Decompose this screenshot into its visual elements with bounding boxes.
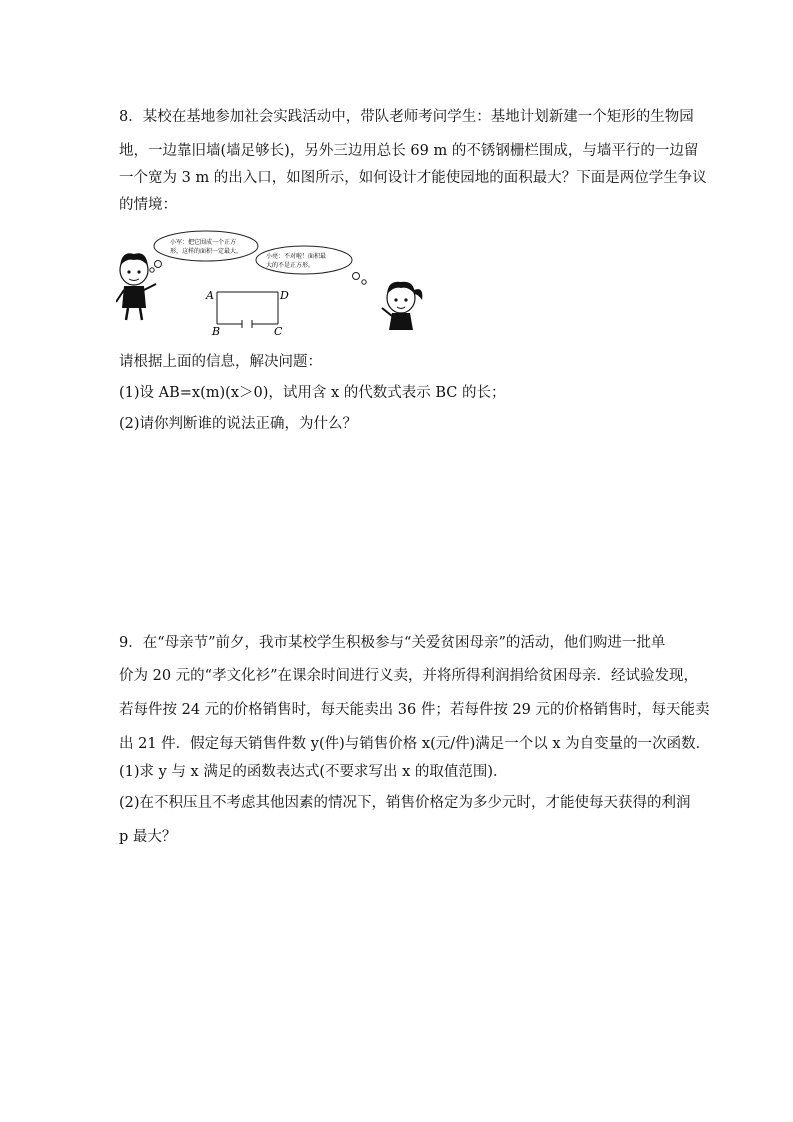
q8-part-1: (1)设 AB=x(m)(x＞0)，试用含 x 的代数式表示 BC 的长； [119, 385, 506, 401]
q8-part-2: (2)请你判断谁的说法正确，为什么？ [119, 416, 358, 432]
q9-part-2-cont: p 最大？ [119, 829, 177, 845]
q9-part-1: (1)求 y 与 x 满足的函数表达式(不要求写出 x 的取值范围)． [119, 764, 508, 780]
left-thought-bubble [150, 231, 258, 272]
point-b-label: B [212, 325, 221, 338]
q9-part-2: (2)在不积压且不考虑其他因素的情况下，销售价格定为多少元时，才能使每天获得的利润 [119, 795, 691, 811]
q8-text-line-4: 的情境： [119, 197, 177, 213]
right-bubble-line-1: 小亮：不对啦！面积最 [266, 253, 327, 260]
q9-text-line-2: 价为 20 元的“孝文化衫”在课余时间进行义卖，并将所得利润捐给贫困母亲．经试验发现， [119, 668, 698, 684]
garden-rectangle [205, 289, 289, 338]
right-thought-bubble [256, 246, 366, 284]
q9-text-line-1: 9．在“母亲节”前夕，我市某校学生积极参与“关爱贫困母亲”的活动，他们购进一批单 [119, 635, 666, 651]
q8-figure-svg [116, 228, 446, 338]
q8-text-line-1: 8．某校在基地参加社会实践活动中，带队老师考问学生：基地计划新建一个矩形的生物园 [119, 109, 694, 125]
q9-text-line-4: 出 21 件．假定每天销售件数 y(件)与销售价格 x(元/件)满足一个以 x 为自变量的一次函数． [119, 736, 711, 752]
point-c-label: C [274, 325, 283, 338]
girl-cartoon [382, 282, 422, 330]
q9-text-line-3: 若每件按 24 元的价格销售时，每天能卖出 36 件；若每件按 29 元的价格销售时，每天能卖 [119, 702, 710, 718]
right-bubble-line-2: 大的不是正方形。 [266, 262, 315, 269]
left-bubble-line-1: 小军：把它围成一个正方 [170, 239, 237, 246]
boy-cartoon [116, 253, 156, 320]
point-a-label: A [206, 289, 214, 302]
point-d-label: D [280, 289, 289, 302]
q8-text-line-3: 一个宽为 3 m 的出入口，如图所示，如何设计才能使园地的面积最大？下面是两位学生争议 [119, 170, 707, 186]
q8-instruction: 请根据上面的信息，解决问题： [119, 354, 322, 370]
q8-figure [116, 228, 446, 338]
q8-text-line-2: 地，一边靠旧墙(墙足够长)，另外三边用总长 69 m 的不锈钢栅栏围成，与墙平行的一边留 [119, 143, 699, 159]
left-bubble-line-2: 形，这样的面积一定最大。 [170, 248, 243, 255]
